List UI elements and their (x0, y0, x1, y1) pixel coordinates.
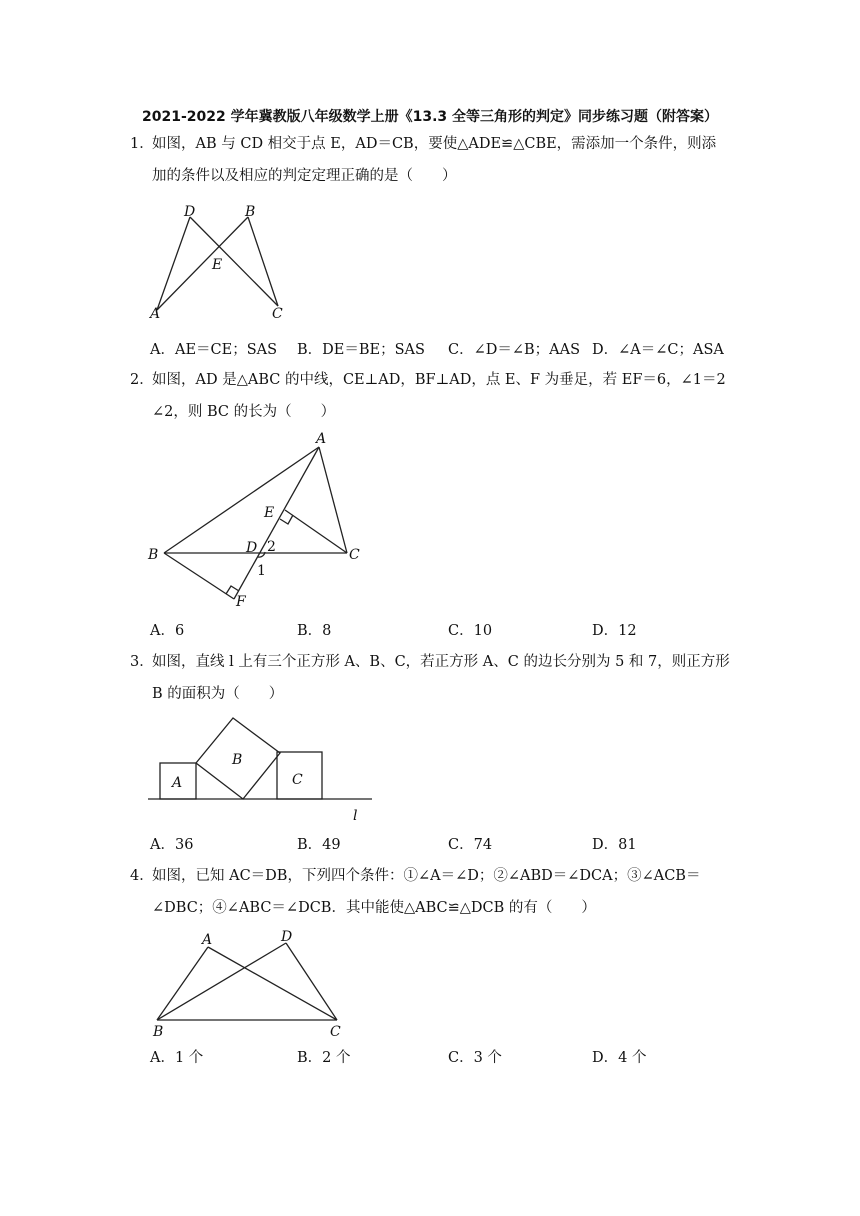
label-E: E (264, 505, 275, 521)
question-text-line1: 如图，直线 l 上有三个正方形 A、B、C，若正方形 A、C 的边长分别为 5 和 7，则正方形 (152, 654, 730, 670)
option-b[interactable]: B．49 (297, 837, 341, 853)
label-C: C (330, 1024, 341, 1038)
option-c[interactable]: C．10 (448, 623, 493, 639)
question-number: 4． (130, 868, 154, 884)
label-angle-1: 1 (257, 563, 266, 579)
options-q4 (150, 1046, 750, 1068)
question-3 (130, 646, 730, 710)
option-d[interactable]: D．4 个 (592, 1050, 647, 1066)
question-text-line1: 如图，AD 是△ABC 的中线，CE⊥AD，BF⊥AD，点 E、F 为垂足，若 EF＝6，∠1＝2 (152, 372, 726, 388)
question-number: 1． (130, 136, 154, 152)
label-D: D (184, 204, 196, 220)
option-a[interactable]: A．1 个 (150, 1050, 204, 1066)
question-text-line1: 如图，已知 AC＝DB，下列四个条件：①∠A＝∠D；②∠ABD＝∠DCA；③∠ACB＝ (152, 868, 701, 884)
figure-q3 (140, 712, 380, 824)
option-a[interactable]: A．AE＝CE；SAS (150, 342, 278, 358)
option-c[interactable]: C．74 (448, 837, 493, 853)
options-q2 (150, 619, 750, 641)
question-text-line2: ∠DBC；④∠ABC＝∠DCB．其中能使△ABC≌△DCB 的有（ ） (152, 900, 596, 916)
question-2 (130, 364, 730, 428)
label-F: F (236, 594, 246, 610)
option-b[interactable]: B．2 个 (297, 1050, 351, 1066)
page-title: 2021-2022 学年冀教版八年级数学上册《13.3 全等三角形的判定》同步练习题（附答案） (141, 109, 719, 125)
label-A: A (202, 932, 213, 948)
label-D: D (281, 929, 293, 945)
question-text-line1: 如图，AB 与 CD 相交于点 E，AD＝CB，要使△ADE≌△CBE，需添加一个条件，则添 (152, 136, 717, 152)
question-4 (130, 860, 730, 924)
label-square-B: B (232, 752, 243, 768)
option-d[interactable]: D．81 (592, 837, 637, 853)
option-c[interactable]: C．3 个 (448, 1050, 502, 1066)
option-d[interactable]: D．∠A＝∠C；ASA (592, 342, 724, 358)
question-number: 3． (130, 654, 154, 670)
figure-q4 (140, 926, 360, 1038)
label-B: B (148, 547, 159, 563)
question-1 (130, 128, 730, 192)
label-C: C (272, 306, 283, 322)
figure-q2 (140, 428, 380, 610)
label-B: B (245, 204, 256, 220)
figure-q1 (140, 198, 300, 328)
label-B: B (153, 1024, 164, 1038)
option-b[interactable]: B．DE＝BE；SAS (297, 342, 425, 358)
question-number: 2． (130, 372, 154, 388)
option-c[interactable]: C．∠D＝∠B；AAS (448, 342, 581, 358)
label-square-C: C (292, 772, 303, 788)
label-square-A: A (172, 775, 183, 791)
question-text-line2: ∠2，则 BC 的长为（ ） (152, 404, 336, 420)
question-text-line2: B 的面积为（ ） (152, 686, 284, 702)
option-b[interactable]: B．8 (297, 623, 332, 639)
label-C: C (349, 547, 360, 563)
label-A: A (150, 306, 161, 322)
question-text-line2: 加的条件以及相应的判定定理正确的是（ ） (152, 168, 457, 184)
options-q1 (150, 338, 750, 360)
option-a[interactable]: A．36 (150, 837, 194, 853)
label-E: E (212, 257, 223, 273)
label-line-l: l (353, 808, 358, 824)
option-a[interactable]: A．6 (150, 623, 185, 639)
options-q3 (150, 833, 750, 855)
label-A: A (316, 431, 327, 447)
option-d[interactable]: D．12 (592, 623, 637, 639)
label-D: D (246, 540, 258, 556)
label-angle-2: 2 (267, 539, 276, 555)
